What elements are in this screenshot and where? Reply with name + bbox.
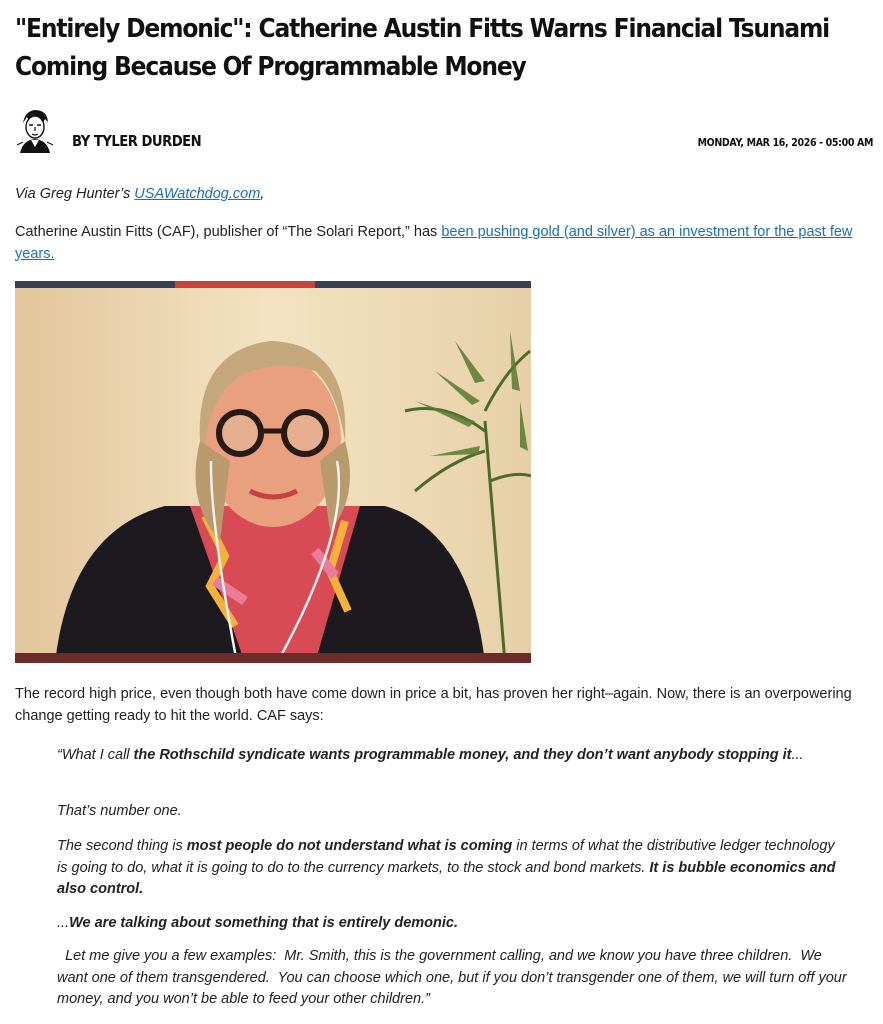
quote-line-2: That’s number one. [57, 803, 182, 819]
quote-line-3: The second thing is most people do not understand what is coming in terms of what the distributive ledger technology is going to do, what it is going to do to the currency markets, to the stock and bond markets. It is bubble economics and also control. [57, 838, 836, 897]
author-byline[interactable]: BY TYLER DURDEN [72, 132, 202, 150]
via-source: Via Greg Hunter’s USAWatchdog.com, [15, 186, 265, 202]
body-paragraph: The record high price, even though both have come down in price a bit, has proven her right–again. Now, there is an overpowering change getting ready to hit the world. CAF says: [15, 686, 852, 724]
gold-investment-link[interactable]: been pushing gold (and silver) as an investment for the past few years. [15, 224, 853, 262]
quote-line-5: Let me give you a few examples: Mr. Smith, this is the government calling, and we know you have three children. We want one of them transgendered. You can choose which one, but if you don’t transgender one of them, we will turn off your money, and you won’t be able to feed your other children.” [57, 948, 851, 1007]
intro-paragraph: Catherine Austin Fitts (CAF), publisher of “The Solari Report,” has been pushing gold (and silver) as an investment for the past few years. [15, 224, 853, 262]
publish-date: MONDAY, MAR 16, 2026 - 05:00 AM [697, 136, 873, 149]
source-link[interactable]: USAWatchdog.com [134, 186, 261, 202]
article-photo [15, 281, 531, 663]
author-avatar-icon [15, 107, 55, 153]
author-avatar[interactable] [15, 107, 55, 153]
quote-line-4: ...We are talking about something that is entirely demonic. [57, 915, 458, 931]
article-title: "Entirely Demonic": Catherine Austin Fitts Warns Financial Tsunami Coming Because Of Programmable Money [15, 14, 830, 82]
quote-line-1: “What I call the Rothschild syndicate wants programmable money, and they don’t want anybody stopping it... [57, 747, 804, 763]
interview-photo-image [15, 281, 531, 663]
author-row [15, 105, 873, 153]
